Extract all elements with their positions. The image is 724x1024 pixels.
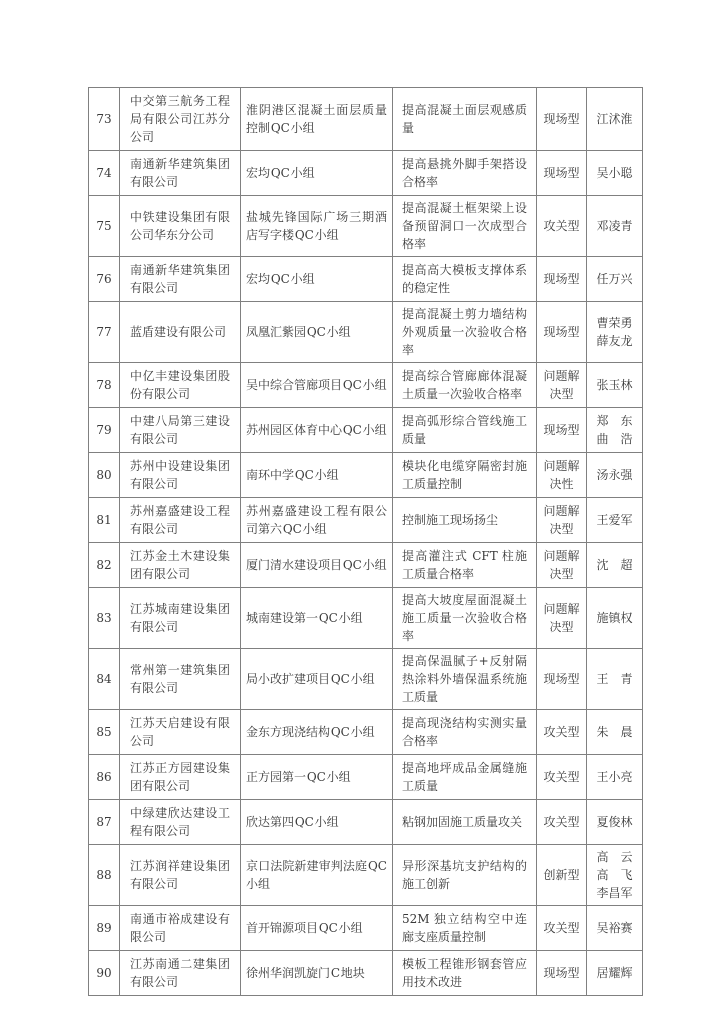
leader-name: 曹荣勇 xyxy=(596,316,633,330)
leader-name: 王爱军 xyxy=(596,513,633,527)
cell-topic: 提高现浇结构实测实量合格率 xyxy=(393,710,537,755)
table-row xyxy=(89,88,643,151)
cell-row-number: 89 xyxy=(89,906,120,951)
cell-company-name: 江苏正方园建设集团有限公司 xyxy=(120,755,241,800)
cell-qc-group-name: 徐州华润凯旋门 C 地块 xyxy=(241,951,393,996)
cell-row-number: 81 xyxy=(89,498,120,543)
table-row xyxy=(89,196,643,257)
cell-type: 现场型 xyxy=(537,88,587,151)
cell-type: 攻关型 xyxy=(537,906,587,951)
cell-company-name: 蓝盾建设有限公司 xyxy=(120,302,241,363)
cell-qc-group-name: 淮阴港区混凝土面层质量控制 QC 小组 xyxy=(241,88,393,151)
leader-name: 邓凌青 xyxy=(596,219,633,233)
cell-leader-names xyxy=(587,710,643,755)
cell-company-name: 南通新华建筑集团有限公司 xyxy=(120,257,241,302)
cell-company-name: 中铁建设集团有限公司华东分公司 xyxy=(120,196,241,257)
cell-type: 问题解决型 xyxy=(537,543,587,588)
cell-row-number: 82 xyxy=(89,543,120,588)
cell-leader-names xyxy=(587,151,643,196)
leader-name: 江沭淮 xyxy=(596,112,633,126)
cell-type: 问题解决型 xyxy=(537,588,587,649)
cell-qc-group-name: 宏均 QC 小组 xyxy=(241,257,393,302)
leader-name: 汤永强 xyxy=(596,468,633,482)
cell-topic: 异形深基坑支护结构的施工创新 xyxy=(393,845,537,906)
cell-row-number: 78 xyxy=(89,363,120,408)
cell-topic: 模板工程锥形钢套管应用技术改进 xyxy=(393,951,537,996)
leader-name: 张玉林 xyxy=(596,378,633,392)
cell-company-name: 江苏城南建设集团有限公司 xyxy=(120,588,241,649)
cell-leader-names xyxy=(587,906,643,951)
cell-company-name: 江苏润祥建设集团有限公司 xyxy=(120,845,241,906)
cell-row-number: 80 xyxy=(89,453,120,498)
table-row xyxy=(89,363,643,408)
table-row xyxy=(89,845,643,906)
cell-row-number: 75 xyxy=(89,196,120,257)
cell-type: 现场型 xyxy=(537,649,587,710)
cell-type: 现场型 xyxy=(537,302,587,363)
cell-type: 问题解决性 xyxy=(537,453,587,498)
cell-company-name: 江苏金土木建设集团有限公司 xyxy=(120,543,241,588)
leader-name: 李昌军 xyxy=(596,886,633,900)
cell-company-name: 中建八局第三建设有限公司 xyxy=(120,408,241,453)
table-row xyxy=(89,710,643,755)
leader-name: 吴小聪 xyxy=(596,166,633,180)
cell-row-number: 87 xyxy=(89,800,120,845)
table-row xyxy=(89,302,643,363)
cell-type: 攻关型 xyxy=(537,755,587,800)
cell-leader-names xyxy=(587,363,643,408)
cell-type: 问题解决型 xyxy=(537,363,587,408)
cell-qc-group-name: 苏州园区体育中心 QC 小组 xyxy=(241,408,393,453)
cell-topic: 提高高大模板支撑体系的稳定性 xyxy=(393,257,537,302)
cell-qc-group-name: 城南建设第一 QC 小组 xyxy=(241,588,393,649)
leader-name: 高 云 xyxy=(596,850,633,864)
table-row xyxy=(89,649,643,710)
cell-company-name: 苏州嘉盛建设工程有限公司 xyxy=(120,498,241,543)
cell-company-name: 南通市裕成建设有限公司 xyxy=(120,906,241,951)
cell-topic: 模块化电缆穿隔密封施工质量控制 xyxy=(393,453,537,498)
table-row xyxy=(89,951,643,996)
cell-qc-group-name: 局小改扩建项目 QC 小组 xyxy=(241,649,393,710)
cell-topic: 提高悬挑外脚手架搭设合格率 xyxy=(393,151,537,196)
cell-qc-group-name: 苏州嘉盛建设工程有限公司第六 QC 小组 xyxy=(241,498,393,543)
cell-company-name: 中交第三航务工程局有限公司江苏分公司 xyxy=(120,88,241,151)
cell-leader-names xyxy=(587,498,643,543)
qc-award-table xyxy=(88,87,643,996)
cell-company-name: 江苏天启建设有限公司 xyxy=(120,710,241,755)
cell-row-number: 83 xyxy=(89,588,120,649)
cell-row-number: 90 xyxy=(89,951,120,996)
cell-topic: 提高保温腻子+反射隔热涂料外墙保温系统施工质量 xyxy=(393,649,537,710)
cell-company-name: 中亿丰建设集团股份有限公司 xyxy=(120,363,241,408)
table-row xyxy=(89,257,643,302)
cell-topic: 提高大坡度屋面混凝土施工质量一次验收合格率 xyxy=(393,588,537,649)
cell-leader-names xyxy=(587,88,643,151)
leader-name: 曲 浩 xyxy=(596,432,633,446)
cell-type: 现场型 xyxy=(537,151,587,196)
cell-leader-names xyxy=(587,408,643,453)
cell-type: 问题解决型 xyxy=(537,498,587,543)
cell-topic: 52M 独立结构空中连廊支座质量控制 xyxy=(393,906,537,951)
table-row xyxy=(89,543,643,588)
cell-type: 攻关型 xyxy=(537,710,587,755)
cell-leader-names xyxy=(587,951,643,996)
leader-name: 朱 晨 xyxy=(596,725,633,739)
cell-qc-group-name: 金东方现浇结构 QC 小组 xyxy=(241,710,393,755)
cell-leader-names xyxy=(587,196,643,257)
cell-type: 创新型 xyxy=(537,845,587,906)
cell-row-number: 79 xyxy=(89,408,120,453)
cell-topic: 提高混凝土框架梁上设备预留洞口一次成型合格率 xyxy=(393,196,537,257)
cell-row-number: 74 xyxy=(89,151,120,196)
table-row xyxy=(89,588,643,649)
cell-leader-names xyxy=(587,800,643,845)
cell-type: 现场型 xyxy=(537,951,587,996)
cell-leader-names xyxy=(587,649,643,710)
cell-qc-group-name: 宏均 QC 小组 xyxy=(241,151,393,196)
cell-company-name: 中绿建欣达建设工程有限公司 xyxy=(120,800,241,845)
cell-leader-names xyxy=(587,845,643,906)
cell-topic: 提高混凝土面层观感质量 xyxy=(393,88,537,151)
table-row xyxy=(89,906,643,951)
cell-company-name: 南通新华建筑集团有限公司 xyxy=(120,151,241,196)
cell-qc-group-name: 凤凰汇紫园 QC 小组 xyxy=(241,302,393,363)
table-row xyxy=(89,800,643,845)
cell-qc-group-name: 厦门清水建设项目 QC 小组 xyxy=(241,543,393,588)
cell-qc-group-name: 欣达第四 QC 小组 xyxy=(241,800,393,845)
table-row xyxy=(89,498,643,543)
cell-topic: 提高混凝土剪力墙结构外观质量一次验收合格率 xyxy=(393,302,537,363)
cell-leader-names xyxy=(587,302,643,363)
leader-name: 郑 东 xyxy=(596,414,633,428)
table-row xyxy=(89,408,643,453)
cell-topic: 提高弧形综合管线施工质量 xyxy=(393,408,537,453)
cell-row-number: 85 xyxy=(89,710,120,755)
cell-row-number: 77 xyxy=(89,302,120,363)
cell-leader-names xyxy=(587,453,643,498)
cell-type: 攻关型 xyxy=(537,800,587,845)
qc-award-table-body xyxy=(89,88,643,996)
cell-qc-group-name: 吴中综合管廊项目 QC 小组 xyxy=(241,363,393,408)
cell-row-number: 86 xyxy=(89,755,120,800)
table-row xyxy=(89,453,643,498)
cell-row-number: 76 xyxy=(89,257,120,302)
cell-type: 现场型 xyxy=(537,408,587,453)
leader-name: 夏俊林 xyxy=(596,815,633,829)
leader-name: 王小亮 xyxy=(596,770,633,784)
leader-name: 居耀辉 xyxy=(596,966,633,980)
cell-topic: 提高综合管廊廊体混凝土质量一次验收合格率 xyxy=(393,363,537,408)
cell-leader-names xyxy=(587,257,643,302)
cell-topic: 粘钢加固施工质量攻关 xyxy=(393,800,537,845)
leader-name: 高 飞 xyxy=(596,868,633,882)
leader-name: 吴裕赛 xyxy=(596,921,633,935)
leader-name: 沈 超 xyxy=(596,558,633,572)
leader-name: 任万兴 xyxy=(596,272,633,286)
cell-topic: 控制施工现场扬尘 xyxy=(393,498,537,543)
table-row xyxy=(89,151,643,196)
cell-qc-group-name: 首开锦源项目 QC 小组 xyxy=(241,906,393,951)
cell-company-name: 常州第一建筑集团有限公司 xyxy=(120,649,241,710)
leader-name: 施镇权 xyxy=(596,611,633,625)
cell-qc-group-name: 盐城先锋国际广场三期酒店写字楼 QC 小组 xyxy=(241,196,393,257)
cell-company-name: 苏州中设建设集团有限公司 xyxy=(120,453,241,498)
leader-name: 薛友龙 xyxy=(596,334,633,348)
leader-name: 王 青 xyxy=(596,672,633,686)
cell-leader-names xyxy=(587,543,643,588)
cell-row-number: 73 xyxy=(89,88,120,151)
cell-topic: 提高灌注式 CFT 柱施工质量合格率 xyxy=(393,543,537,588)
cell-row-number: 84 xyxy=(89,649,120,710)
cell-qc-group-name: 正方园第一 QC 小组 xyxy=(241,755,393,800)
cell-type: 现场型 xyxy=(537,257,587,302)
cell-topic: 提高地坪成品金属缝施工质量 xyxy=(393,755,537,800)
cell-qc-group-name: 南环中学 QC 小组 xyxy=(241,453,393,498)
table-row xyxy=(89,755,643,800)
cell-type: 攻关型 xyxy=(537,196,587,257)
cell-qc-group-name: 京口法院新建审判法庭 QC 小组 xyxy=(241,845,393,906)
cell-company-name: 江苏南通二建集团有限公司 xyxy=(120,951,241,996)
cell-leader-names xyxy=(587,755,643,800)
cell-leader-names xyxy=(587,588,643,649)
cell-row-number: 88 xyxy=(89,845,120,906)
